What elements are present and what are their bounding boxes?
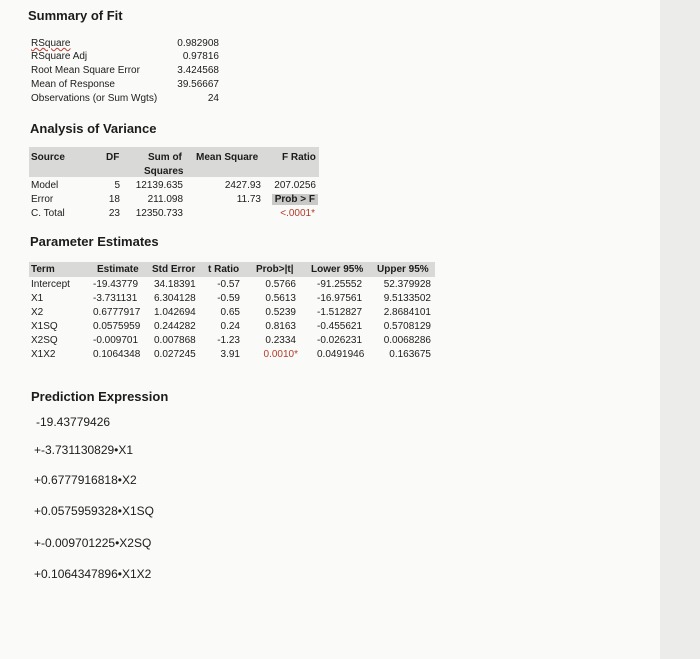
anova-header-df: DF <box>106 152 120 163</box>
param-estimate: 0.6777917 <box>93 307 141 318</box>
param-estimate: 0.1064348 <box>93 349 141 360</box>
param-estimate: -0.009701 <box>93 335 139 346</box>
param-estimate: -19.43779 <box>93 279 139 290</box>
anova-source-ctotal: C. Total <box>31 208 65 219</box>
anova-header-ms: Mean Square <box>196 152 259 163</box>
param-tratio: 0.24 <box>220 321 240 332</box>
summary-label-rsquare: RSquare <box>31 38 71 49</box>
param-stderr: 6.304128 <box>154 293 196 304</box>
anova-f-model: 207.0256 <box>274 180 316 191</box>
param-term: X2 <box>31 307 44 318</box>
param-prob: 0.5239 <box>265 307 296 318</box>
param-upper95: 9.5133502 <box>383 293 431 304</box>
anova-df-model: 5 <box>114 180 120 191</box>
anova-prob-f-label: Prob > F <box>266 194 318 205</box>
page-edge-background <box>660 0 700 659</box>
param-upper95: 52.379928 <box>383 279 431 290</box>
param-tratio: -0.59 <box>217 293 240 304</box>
param-lower95: 0.0491946 <box>317 349 365 360</box>
param-tratio: 3.91 <box>220 349 240 360</box>
prediction-line: -19.43779426 <box>36 415 111 429</box>
anova-source-error: Error <box>31 194 54 205</box>
anova-df-error: 18 <box>108 194 120 205</box>
param-term: Intercept <box>31 279 70 290</box>
summary-label-rsquare-adj: RSquare Adj <box>31 51 88 62</box>
param-term: X1X2 <box>31 349 56 360</box>
param-lower95: -91.25552 <box>317 279 363 290</box>
param-prob: 0.8163 <box>265 321 296 332</box>
param-upper95: 0.5708129 <box>383 321 431 332</box>
param-upper95: 2.8684101 <box>383 307 431 318</box>
summary-value-observations: 24 <box>207 93 219 104</box>
param-term: X1SQ <box>31 321 58 332</box>
anova-header-f: F Ratio <box>282 152 316 163</box>
param-lower95: -16.97561 <box>317 293 363 304</box>
param-stderr: 0.007868 <box>154 335 196 346</box>
anova-ms-error: 11.73 <box>236 194 261 205</box>
anova-df-ctotal: 23 <box>108 208 120 219</box>
anova-prob-f-value: <.0001* <box>280 208 315 219</box>
summary-value-rsquare: 0.982908 <box>177 38 219 49</box>
param-stderr: 0.244282 <box>154 321 196 332</box>
param-prob: 0.2334 <box>265 335 296 346</box>
param-upper95: 0.0068286 <box>383 335 431 346</box>
anova-header-ss-1: Sum of <box>148 152 182 163</box>
prediction-title: Prediction Expression <box>31 389 169 404</box>
prediction-line: +0.1064347896•X1X2 <box>34 567 152 581</box>
param-lower95: -0.455621 <box>317 321 363 332</box>
params-header-estimate: Estimate <box>97 264 139 275</box>
prediction-line: +-3.731130829•X1 <box>34 443 134 457</box>
summary-label-mean: Mean of Response <box>31 79 115 90</box>
anova-header-source: Source <box>31 152 65 163</box>
param-tratio: 0.65 <box>220 307 240 318</box>
params-title: Parameter Estimates <box>30 234 159 249</box>
param-estimate: -3.731131 <box>93 293 138 304</box>
param-prob: 0.5613 <box>265 293 296 304</box>
param-lower95: -1.512827 <box>317 307 363 318</box>
param-prob: 0.5766 <box>265 279 296 290</box>
summary-label-observations: Observations (or Sum Wgts) <box>31 93 158 104</box>
param-term: X1 <box>31 293 44 304</box>
param-tratio: -0.57 <box>217 279 240 290</box>
prediction-line: +-0.009701225•X2SQ <box>34 536 152 550</box>
summary-label-rmse: Root Mean Square Error <box>31 65 140 76</box>
anova-ss-model: 12139.635 <box>135 180 183 191</box>
summary-title: Summary of Fit <box>28 8 123 23</box>
params-header-lower: Lower 95% <box>311 264 364 275</box>
param-tratio: -1.23 <box>217 335 240 346</box>
params-header-prob: Prob>|t| <box>256 264 294 275</box>
param-estimate: 0.0575959 <box>93 321 141 332</box>
param-prob-significant: 0.0010* <box>263 349 298 360</box>
param-stderr: 1.042694 <box>154 307 196 318</box>
param-stderr: 34.18391 <box>154 279 196 290</box>
summary-value-rmse: 3.424568 <box>177 65 219 76</box>
anova-title: Analysis of Variance <box>30 121 157 136</box>
params-header-term: Term <box>31 264 55 275</box>
prediction-line: +0.6777916818•X2 <box>34 473 137 487</box>
params-header-upper: Upper 95% <box>377 264 429 275</box>
params-header-tratio: t Ratio <box>208 264 240 275</box>
anova-ms-model: 2427.93 <box>224 180 261 191</box>
anova-ss-error: 211.098 <box>147 194 183 205</box>
prediction-line: +0.0575959328•X1SQ <box>34 504 154 518</box>
anova-header-ss-2: Squares <box>144 166 184 177</box>
param-upper95: 0.163675 <box>389 349 431 360</box>
summary-value-mean: 39.56667 <box>177 79 219 90</box>
anova-source-model: Model <box>31 180 59 191</box>
param-term: X2SQ <box>31 335 58 346</box>
anova-ss-ctotal: 12350.733 <box>135 208 183 219</box>
param-lower95: -0.026231 <box>317 335 363 346</box>
param-stderr: 0.027245 <box>154 349 196 360</box>
summary-value-rsquare-adj: 0.97816 <box>182 51 219 62</box>
params-header-stderr: Std Error <box>152 264 196 275</box>
